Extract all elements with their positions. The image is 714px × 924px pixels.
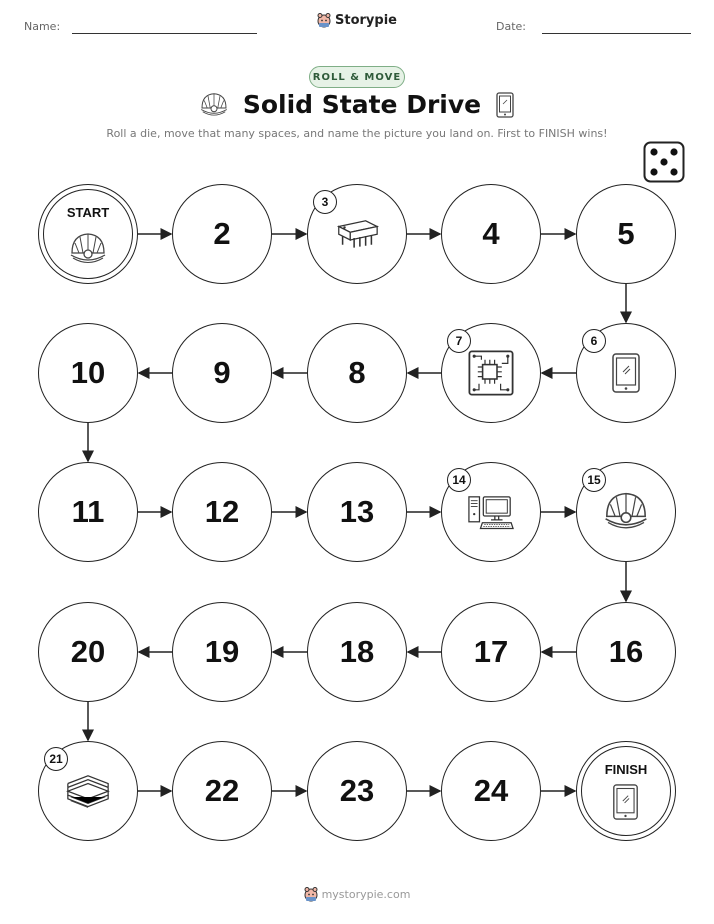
start-space[interactable] (38, 184, 138, 284)
storypie-logo-icon (304, 886, 318, 902)
space-number: 22 (204, 773, 240, 808)
space-number: 2 (213, 216, 231, 251)
board-space[interactable] (307, 462, 407, 562)
space-number: 4 (482, 216, 500, 251)
footer-url: mystorypie.com (321, 887, 411, 901)
board-space[interactable] (38, 602, 138, 702)
footer (0, 886, 714, 902)
space-number-tag: 21 (44, 747, 68, 771)
space-number-tag: 3 (313, 190, 337, 214)
name-label: Name: (24, 20, 61, 33)
start-label: START (66, 205, 110, 220)
board-space[interactable] (441, 184, 541, 284)
finish-label: FINISH (604, 762, 648, 777)
chip-icon (333, 215, 381, 253)
space-number: 19 (204, 634, 240, 669)
space-number: 18 (339, 634, 375, 669)
space-number: 20 (70, 634, 106, 669)
board-space[interactable] (172, 462, 272, 562)
space-number: 24 (473, 773, 509, 808)
paper-stack-icon (64, 772, 112, 810)
board-space[interactable] (172, 184, 272, 284)
board-space[interactable] (172, 741, 272, 841)
board-space[interactable] (441, 741, 541, 841)
space-number: 16 (608, 634, 644, 669)
space-number: 17 (473, 634, 509, 669)
board-space[interactable] (307, 602, 407, 702)
board-space[interactable] (576, 602, 676, 702)
mode-badge: ROLL & MOVE (309, 66, 405, 88)
page-title: Solid State Drive (242, 90, 482, 119)
space-number-tag: 6 (582, 329, 606, 353)
date-label: Date: (496, 20, 526, 33)
tablet-icon (611, 353, 641, 393)
board-space[interactable] (307, 741, 407, 841)
space-number: 9 (213, 355, 231, 390)
space-number: 10 (70, 355, 106, 390)
desktop-computer-icon (467, 493, 515, 531)
space-number: 23 (339, 773, 375, 808)
board-space[interactable] (441, 602, 541, 702)
board-space[interactable] (38, 323, 138, 423)
space-number-tag: 7 (447, 329, 471, 353)
oyster-icon (602, 490, 650, 533)
board-space[interactable] (38, 462, 138, 562)
circuit-board-icon (467, 349, 515, 397)
space-number-tag: 15 (582, 468, 606, 492)
space-number: 11 (71, 494, 105, 529)
board-space[interactable] (307, 323, 407, 423)
oyster-icon (68, 231, 108, 272)
space-number: 5 (617, 216, 635, 251)
brand-name: Storypie (335, 12, 397, 28)
instructions: Roll a die, move that many spaces, and name the picture you land on. First to FINISH wins! (106, 127, 608, 140)
space-number: 12 (204, 494, 240, 529)
board-space[interactable] (576, 184, 676, 284)
finish-space[interactable] (576, 741, 676, 841)
space-number: 13 (339, 494, 375, 529)
tablet-icon (612, 784, 639, 825)
board-space[interactable] (172, 602, 272, 702)
space-number-tag: 14 (447, 468, 471, 492)
board-space[interactable] (172, 323, 272, 423)
space-number: 8 (348, 355, 366, 390)
